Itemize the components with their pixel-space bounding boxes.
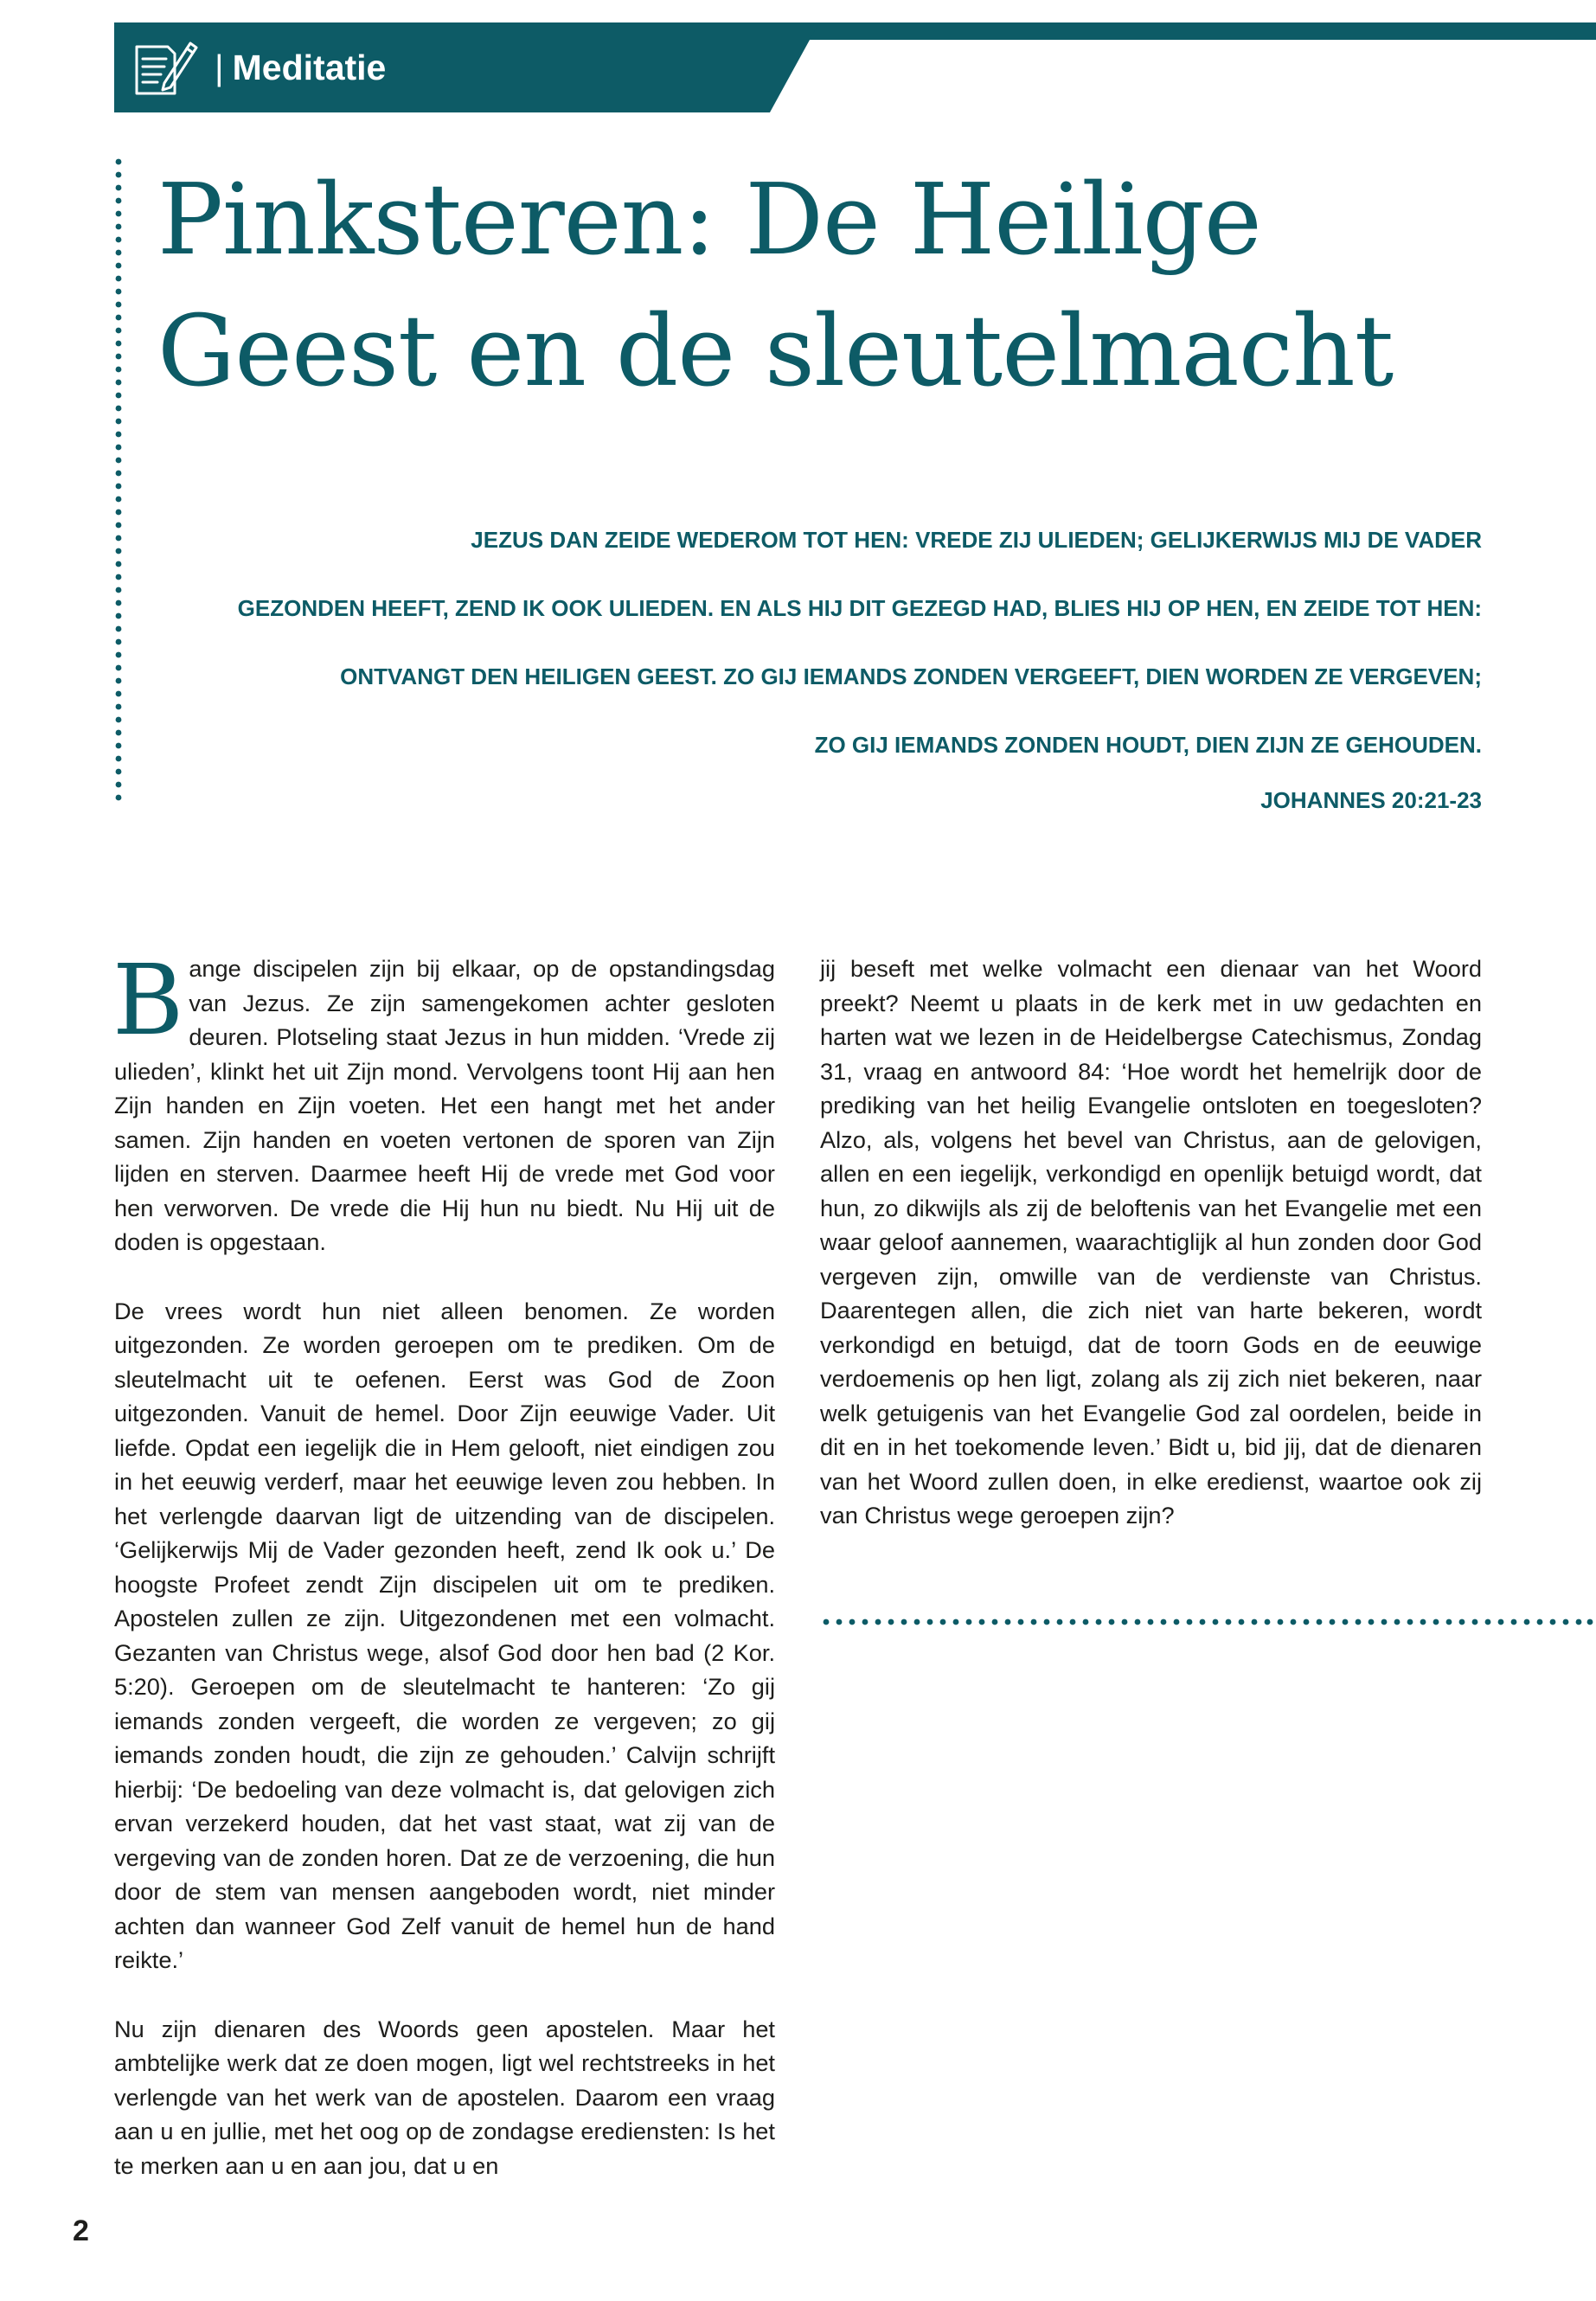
body-column-left [112,945,775,2217]
section-label [215,43,386,92]
page-number: 2 [73,2214,89,2247]
dotted-rule-horizontal [820,1616,1596,1628]
header-rule [779,22,1596,40]
quote-line: ZO GIJ IEMANDS ZONDEN HOUDT, DIEN ZIJN ZE GEHOUDEN. [814,732,1482,758]
scripture-quote [132,506,1482,779]
paragraph-text: ange discipelen zijn bij elkaar, op de opstandingsdag van Jezus. Ze zijn samengekomen achter gesloten deuren. Plotseling staat Jezus in hun midden. ‘Vrede zij ulieden’, klinkt het uit Zijn mond. Vervolgens toont Hij aan hen Zijn handen en Zijn voeten. Het een hangt met het ander samen. Zijn handen en voeten vertonen de sporen van Zijn lijden en sterven. Daarmee heeft Hij de vrede met God voor hen verworven. De vrede die Hij hun nu biedt. Nu Hij uit de doden is opgestaan. [114,955,775,1255]
body-paragraph [112,945,775,1259]
article-title [157,154,1393,417]
body-paragraph: De vrees wordt hun niet alleen benomen. Ze worden uitgezonden. Ze worden geroepen om te prediken. Om de sleutelmacht uit te oefenen. Eerst was God de Zoon uitgezonden. Vanuit de hemel. Door Zijn eeuwige Vader. Uit liefde. Opdat een iegelijk die in Hem gelooft, niet eindigen zou in het eeuwig verderf, maar het eeuwige leven zou hebben. In het verlengde daarvan ligt de uitzending van de discipelen. ‘Gelijkerwijs Mij de Vader gezonden heeft, zend Ik ook u.’ De hoogste Profeet zendt Zijn discipelen uit om te prediken. Apostelen zullen ze zijn. Uitgezondenen met een volmacht. Gezanten van Christus wege, alsof God door hen bad (2 Kor. 5:20). Geroepen om de sleutelmacht te hanteren: ‘Zo gij iemands zonden vergeeft, die worden ze vergeven; zo gij iemands zonden houdt, die zijn ze gehouden.’ Calvijn schrijft hierbij: ‘De bedoeling van deze volmacht is, dat gelovigen zich ervan verzekerd houden, dat het vast staat, wat zij van de vergeving van de zonden horen. Dat ze de verzoening, die hun door de stem van mensen aangeboden wordt, niet minder achten dan wanneer God Zelf vanuit de hemel hun de hand reikte.’ [114,1297,775,1973]
separator-bar: | [215,48,224,87]
quote-line: JEZUS DAN ZEIDE WEDEROM TOT HEN: VREDE ZIJ ULIEDEN; GELIJKERWIJS MIJ DE VADER [471,527,1482,553]
quote-line: GEZONDEN HEEFT, ZEND IK OOK ULIEDEN. EN ALS HIJ DIT GEZEGD HAD, BLIES HIJ OP HEN, EN ZEIDE TOT HEN: [237,595,1482,621]
body-column-right [820,952,1482,1567]
body-paragraph: Nu zijn dienaren des Woords geen apostelen. Maar het ambtelijke werk dat ze doen mogen, ligt wel rechtstreeks in het verlengde van het werk van de apostelen. Daarom een vraag aan u en jullie, met het oog op de zondagse erediensten: Is het te merken aan u en aan jou, dat u en [114,2015,775,2179]
section-label-text: Meditatie [232,48,387,87]
pen-and-paper-icon [130,36,199,99]
quote-line: ONTVANGT DEN HEILIGEN GEEST. ZO GIJ IEMANDS ZONDEN VERGEEFT, DIEN WORDEN ZE VERGEVEN; [340,663,1482,689]
scripture-reference: JOHANNES 20:21-23 [1260,787,1482,813]
drop-cap: B [112,945,184,1057]
dotted-rule-vertical [112,156,125,813]
title-line-2: Geest en de sleutelmacht [157,294,1394,408]
body-paragraph: jij beseft met welke volmacht een dienaar van het Woord preekt? Neemt u plaats in de kerk met in uw gedachten en harten wat we lezen in de Heidelbergse Catechismus, Zondag 31, vraag en antwoord 84: ‘Hoe wordt het hemelrijk door de prediking van het heilig Evangelie ontsloten en toegesloten? Alzo, als, volgens het bevel van Christus, aan de gelovigen, allen en een iegelijk, verkondigd en openlijk betuigd wordt, dat hun, zo dikwijls als zij de beloftenis van het Evangelie met een waar geloof aannemen, waarachtiglijk al hun zonden door God vergeven zijn, omwille van de verdienste van Christus. Daarentegen allen, die zich niet van harte bekeren, wordt verkondigd en betuigd, dat de toorn Gods en de eeuwige verdoemenis op hen ligt, zolang als zij zich niet bekeren, naar welk getuigenis van het Evangelie God zal oordelen, beide in dit en in het toekomende leven.’ Bidt u, bid jij, dat de dienaren van het Woord zullen doen, in elke eredienst, waartoe ook zij van Christus wege geroepen zijn? [820,955,1482,1529]
title-line-1: Pinksteren: De Heilige [157,163,1261,277]
